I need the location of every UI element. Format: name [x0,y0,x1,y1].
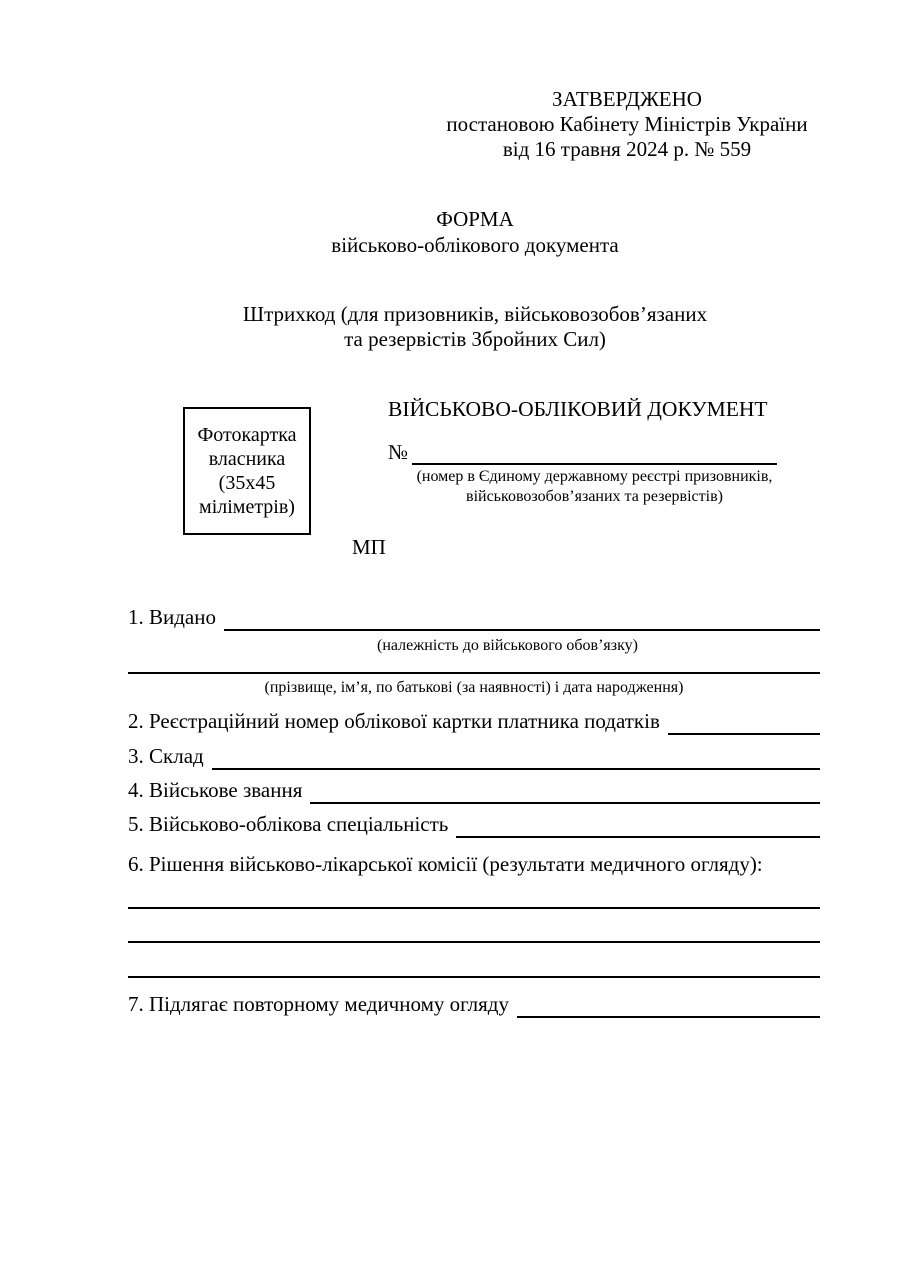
photo-box-line1: Фотокартка [197,424,297,446]
barcode-note [130,302,820,352]
field-repeat-exam-blank [517,1016,820,1018]
barcode-note-line1: Штрихкод (для призовників, військовозобов’язаних [242,302,708,326]
field-medical-decision-blank-2 [128,941,820,943]
document-number-caption-line2: військовозобов’язаних та резервістів) [466,488,723,505]
document-number-caption-line1: (номер в Єдиному державному реєстрі призовників, [416,468,773,485]
approval-date-number: від 16 травня 2024 р. № 559 [502,137,752,161]
field-repeat-exam-label: 7. Підлягає повторному медичному огляду [128,992,509,1016]
field-composition-row [128,742,820,770]
photo-box-line4: міліметрів) [199,496,295,518]
field-tax-number-blank [668,733,820,735]
field-composition-label: 3. Склад [128,744,204,768]
field-medical-decision-blank-1 [128,907,820,909]
field-medical-decision-label: 6. Рішення військово-лікарської комісії (результати медичного огляду): [128,852,763,876]
form-heading [130,206,820,258]
field-name-caption: (прізвище, ім’я, по батькові (за наявності) і дата народження) [264,679,684,696]
photo-box-line2: власника [208,448,286,470]
approval-resolution: постановою Кабінету Міністрів України [446,112,808,136]
field-issued-caption: (належність до військового обов’язку) [377,637,638,654]
field-specialty-label: 5. Військово-облікова спеціальність [128,812,449,836]
field-issued-blank [224,629,820,631]
field-rank-blank [310,802,820,804]
field-tax-number-row [128,707,820,735]
field-rank-label: 4. Військове звання [128,778,303,802]
document-title: ВІЙСЬКОВО-ОБЛІКОВИЙ ДОКУМЕНТ [388,397,768,421]
form-heading-line1: ФОРМА [436,207,514,231]
document-number-label: № [388,440,409,464]
document-number-caption [412,467,777,507]
barcode-note-line2: та резервістів Збройних Сил) [344,327,606,351]
field-rank-row [128,776,820,804]
field-composition-blank [212,768,820,770]
field-issued-row [128,603,820,631]
field-tax-number-label: 2. Реєстраційний номер облікової картки платника податків [128,709,660,733]
field-issued-label: 1. Видано [128,605,216,629]
document-number-blank [412,437,777,465]
stamp-place-label: МП [352,535,386,559]
field-medical-decision-blank-3 [128,976,820,978]
field-repeat-exam-row [128,990,820,1018]
field-specialty-blank [456,836,820,838]
form-heading-line2: військово-облікового документа [331,233,619,257]
field-name-blank [128,672,820,674]
approval-block [420,87,834,162]
field-specialty-row [128,810,820,838]
photo-box-line3: (35х45 [218,472,276,494]
photo-box [183,407,311,535]
approval-title: ЗАТВЕРДЖЕНО [552,87,702,111]
